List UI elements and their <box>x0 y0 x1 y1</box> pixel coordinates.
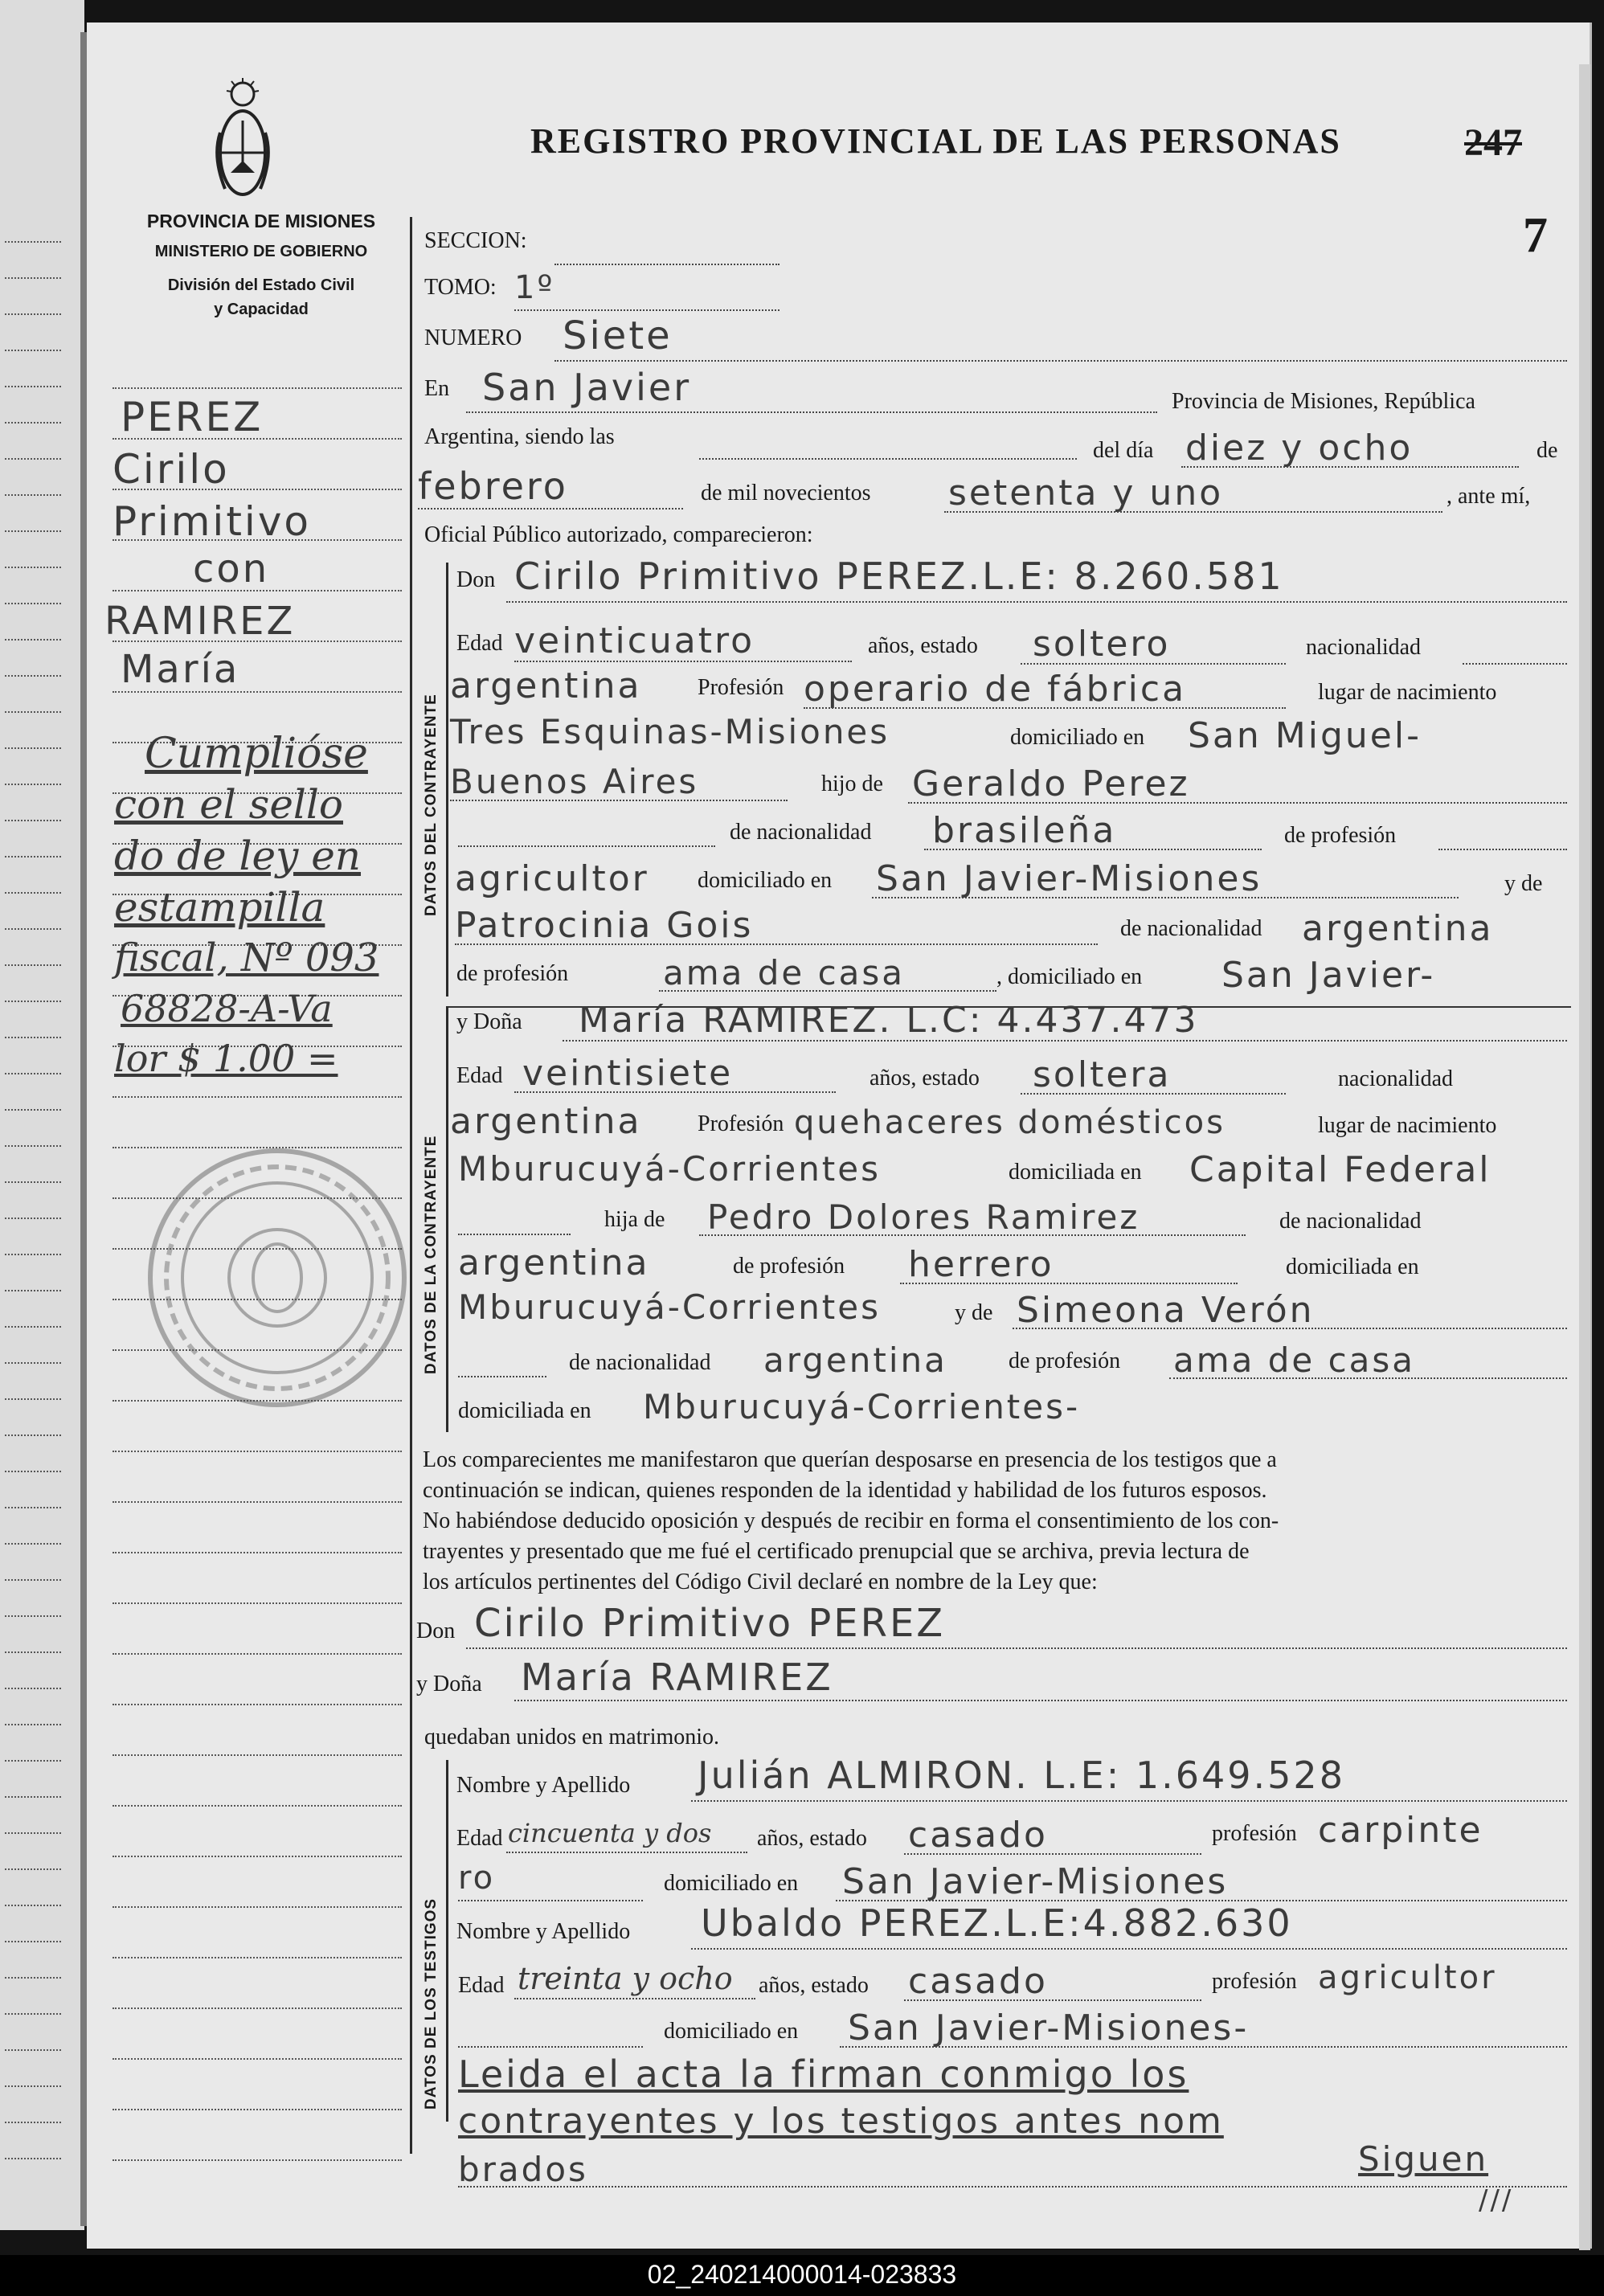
groom-mother-nac-label: de nacionalidad <box>1120 916 1262 941</box>
bride-mother-profession-value: ama de casa <box>1173 1340 1416 1380</box>
bride-father-prof-label: de profesión <box>733 1254 845 1279</box>
groom-father-value: Geraldo Perez <box>912 763 1190 804</box>
groom-nationality-value: argentina <box>450 665 642 706</box>
bride-estado-label: años, estado <box>870 1066 980 1091</box>
siguen-note: Siguen <box>1358 2139 1489 2179</box>
month-value: febrero <box>418 465 568 508</box>
w2-estado-label: años, estado <box>759 1973 869 1998</box>
tomo-value: 1º <box>514 269 555 306</box>
declaration-line-5: los artículos pertinentes del Código Civil declaré en nombre de la Ley que: <box>423 1570 1098 1594</box>
bride-father-dom-label: domiciliada en <box>1286 1254 1419 1279</box>
groom-father-nationality-value: brasileña <box>932 810 1117 851</box>
declaration-line-2: continuación se indican, quienes responden de la identidad y habilidad de los futuros esposos. <box>423 1478 1267 1503</box>
margin-stamp-line-6: 68828-A-Va <box>121 987 333 1030</box>
division-label-2: y Capacidad <box>214 301 309 318</box>
margin-stamp-line-4: estampilla <box>114 884 325 931</box>
bride-edad-label: Edad <box>456 1063 503 1088</box>
w1-dom-label: domiciliado en <box>664 1871 799 1896</box>
ante-mi-label: , ante mí, <box>1446 484 1531 509</box>
declaration-line-3: No habiéndose deducido oposición y después de recibir en forma el consentimiento de los con- <box>423 1508 1279 1533</box>
declaration-line-4: trayentes y presentado que me fué el certificado prenupcial que se archiva, previa lectura de <box>423 1539 1250 1564</box>
groom-father-profession-value: agricultor <box>455 858 649 899</box>
bride-nacionalidad-label: nacionalidad <box>1338 1066 1454 1091</box>
bride-mother-value: Simeona Verón <box>1017 1290 1315 1331</box>
groom-domicile-value-2: Buenos Aires <box>450 762 699 801</box>
groom-father-prof-label: de profesión <box>1284 823 1397 848</box>
margin-stamp-line-3: do de ley en <box>114 833 362 879</box>
groom-hijo-label: hijo de <box>821 771 883 796</box>
groom-mother-profession-value: ama de casa <box>663 953 906 992</box>
provincia-text: Provincia de Misiones, República <box>1172 389 1475 414</box>
bride-domiciliada-label: domiciliada en <box>1009 1160 1142 1185</box>
closing-line-2: contrayentes y los testigos antes nom <box>458 2101 1224 2142</box>
bride-mother-dom-label: domiciliada en <box>458 1398 591 1423</box>
bride-father-domicile-value: Mburucuyá-Corrientes <box>458 1287 881 1327</box>
w2-age-value: treinta y ocho <box>518 1961 733 1996</box>
numero-value: Siete <box>563 313 673 358</box>
decl-groom-value: Cirilo Primitivo PEREZ <box>474 1601 946 1646</box>
margin-name-bride-surname: RAMIREZ <box>104 599 296 644</box>
closing-line-1: Leida el acta la firman conmigo los <box>458 2052 1189 2096</box>
groom-mother-dom-label: , domiciliado en <box>996 964 1143 989</box>
groom-mother-domicile-value: San Javier- <box>1221 955 1436 996</box>
bride-mother-prof-label: de profesión <box>1009 1349 1121 1373</box>
witnesses-section-label: DATOS DE LOS TESTIGOS <box>423 1897 440 2110</box>
argentina-text: Argentina, siendo las <box>424 424 615 449</box>
w1-status-value: casado <box>908 1815 1048 1856</box>
margin-name-second: Primitivo <box>113 498 311 545</box>
groom-mother-nationality-value: argentina <box>1302 908 1494 949</box>
w1-profession-value-2: ro <box>458 1860 496 1897</box>
bride-hija-label: hija de <box>604 1207 665 1232</box>
page-number: 7 <box>1523 208 1548 263</box>
groom-don-label: Don <box>456 567 496 592</box>
w2-profession-value: agricultor <box>1318 1959 1497 1996</box>
bride-nationality-value: argentina <box>450 1101 642 1142</box>
w1-estado-label: años, estado <box>757 1826 867 1851</box>
bride-dona-label: y Doña <box>456 1009 522 1034</box>
margin-name-con: con <box>193 546 270 591</box>
groom-birthplace-value: Tres Esquinas-Misiones <box>450 712 890 751</box>
w2-edad-label: Edad <box>458 1973 505 1998</box>
w1-age-value: cincuenta y dos <box>508 1818 712 1848</box>
page-title: REGISTRO PROVINCIAL DE LAS PERSONAS <box>530 121 1341 161</box>
groom-nacionalidad-label: nacionalidad <box>1306 635 1422 660</box>
groom-father-nac-label: de nacionalidad <box>730 820 872 845</box>
w2-status-value: casado <box>908 1961 1048 2002</box>
margin-name-surname: PEREZ <box>121 394 264 440</box>
margin-stamp-line-1: Cumplióse <box>145 730 368 778</box>
groom-profession-value: operario de fábrica <box>804 669 1187 710</box>
bride-father-nac-label: de nacionalidad <box>1279 1209 1422 1234</box>
bride-mother-nac-label: de nacionalidad <box>569 1350 711 1375</box>
margin-name-first: Cirilo <box>113 446 230 493</box>
margin-column-rule <box>410 217 412 2154</box>
bride-age-value: veintisiete <box>522 1053 734 1094</box>
groom-father-domicile-value: San Javier-Misiones <box>876 858 1262 899</box>
bride-father-nationality-value: argentina <box>458 1242 650 1283</box>
margin-stamp-line-7: lor $ 1.00 = <box>114 1037 338 1080</box>
registry-seal-stamp <box>145 1145 410 1410</box>
declaration-line-1: Los comparecientes me manifestaron que querían desposarse en presencia de los testigos que a <box>423 1447 1277 1472</box>
end-marks: /// <box>1479 2184 1514 2216</box>
page-edge <box>1579 64 1590 2250</box>
margin-stamp-line-5: fiscal, Nº 093 <box>114 935 379 980</box>
groom-y-de-label: y de <box>1504 871 1543 896</box>
bride-name-value: María RAMIREZ. L.C: 4.437.473 <box>579 1000 1199 1041</box>
bride-y-de-label: y de <box>955 1300 993 1325</box>
w1-domicile-value: San Javier-Misiones <box>842 1861 1229 1902</box>
w2-domicile-value: San Javier-Misiones- <box>848 2007 1250 2048</box>
bride-birthplace-value: Mburucuyá-Corrientes <box>458 1149 881 1189</box>
bride-mother-nationality-value: argentina <box>763 1340 947 1380</box>
w2-profesion-label: profesión <box>1212 1969 1297 1994</box>
quedaban-text: quedaban unidos en matrimonio. <box>424 1725 720 1750</box>
closing-line-3: brados <box>458 2150 588 2189</box>
bride-profesion-label: Profesión <box>698 1111 784 1136</box>
decl-bride-value: María RAMIREZ <box>521 1655 833 1699</box>
groom-mother-prof-label: de profesión <box>456 961 569 986</box>
place-value: San Javier <box>482 366 692 409</box>
coat-of-arms-icon <box>211 76 275 205</box>
bride-father-profession-value: herrero <box>908 1244 1054 1285</box>
groom-age-value: veinticuatro <box>514 620 755 661</box>
decl-don-label: Don <box>416 1619 456 1643</box>
numero-label: NUMERO <box>424 325 522 350</box>
groom-status-value: soltero <box>1033 624 1171 665</box>
bride-mother-domicile-value: Mburucuyá-Corrientes- <box>643 1387 1081 1426</box>
groom-estado-label: años, estado <box>868 633 978 658</box>
groom-father-dom-label: domiciliado en <box>698 868 833 893</box>
decl-dona-label: y Doña <box>416 1672 482 1696</box>
division-label: División del Estado Civil <box>167 276 355 294</box>
en-label: En <box>424 376 450 401</box>
groom-mother-value: Patrocinia Gois <box>455 905 754 946</box>
province-label: PROVINCIA DE MISIONES <box>146 211 376 231</box>
del-dia-label: del día <box>1093 438 1154 463</box>
w1-profesion-label: profesión <box>1212 1821 1297 1846</box>
bride-section-label: DATOS DE LA CONTRAYENTE <box>423 1135 440 1374</box>
w2-nombre-label: Nombre y Apellido <box>456 1919 631 1944</box>
groom-lugar-label: lugar de nacimiento <box>1318 680 1497 705</box>
declaration-paragraph <box>423 1445 1572 1598</box>
day-value: diez y ocho <box>1185 428 1414 469</box>
groom-profesion-label: Profesión <box>698 675 784 700</box>
page-number-struck: 247 <box>1464 121 1522 164</box>
w1-profession-value: carpinte <box>1318 1810 1483 1851</box>
w1-nombre-label: Nombre y Apellido <box>456 1773 631 1798</box>
groom-domicile-value: San Miguel- <box>1188 715 1422 756</box>
footer-bar <box>0 2255 1604 2296</box>
de-mil-label: de mil novecientos <box>701 481 871 505</box>
bride-lugar-label: lugar de nacimiento <box>1318 1113 1497 1138</box>
w2-dom-label: domiciliado en <box>664 2019 799 2044</box>
bride-profession-value: quehaceres domésticos <box>794 1104 1226 1141</box>
left-page-strip <box>0 0 84 2230</box>
w1-edad-label: Edad <box>456 1826 503 1851</box>
groom-name-value: Cirilo Primitivo PEREZ.L.E: 8.260.581 <box>514 555 1284 598</box>
groom-section-label: DATOS DEL CONTRAYENTE <box>423 694 440 916</box>
groom-edad-label: Edad <box>456 631 503 656</box>
de-label: de <box>1536 438 1558 463</box>
tomo-label: TOMO: <box>424 275 497 300</box>
bride-domicile-value: Capital Federal <box>1189 1149 1491 1190</box>
bride-status-value: soltera <box>1033 1054 1172 1095</box>
oficial-text: Oficial Público autorizado, comparecieron: <box>424 522 813 547</box>
bride-father-value: Pedro Dolores Ramirez <box>707 1197 1140 1237</box>
document-id: 02_240214000014-023833 <box>647 2260 957 2289</box>
margin-name-bride-first: María <box>121 647 240 692</box>
margin-stamp-line-2: con el sello <box>114 781 344 828</box>
groom-domiciliado-label: domiciliado en <box>1010 725 1145 750</box>
w2-name-value: Ubaldo PEREZ.L.E:4.882.630 <box>701 1901 1293 1945</box>
seccion-label: SECCION: <box>424 228 527 253</box>
year-value: setenta y uno <box>948 473 1224 514</box>
ministry-label: MINISTERIO DE GOBIERNO <box>154 243 368 260</box>
w1-name-value: Julián ALMIRON. L.E: 1.649.528 <box>698 1754 1345 1797</box>
